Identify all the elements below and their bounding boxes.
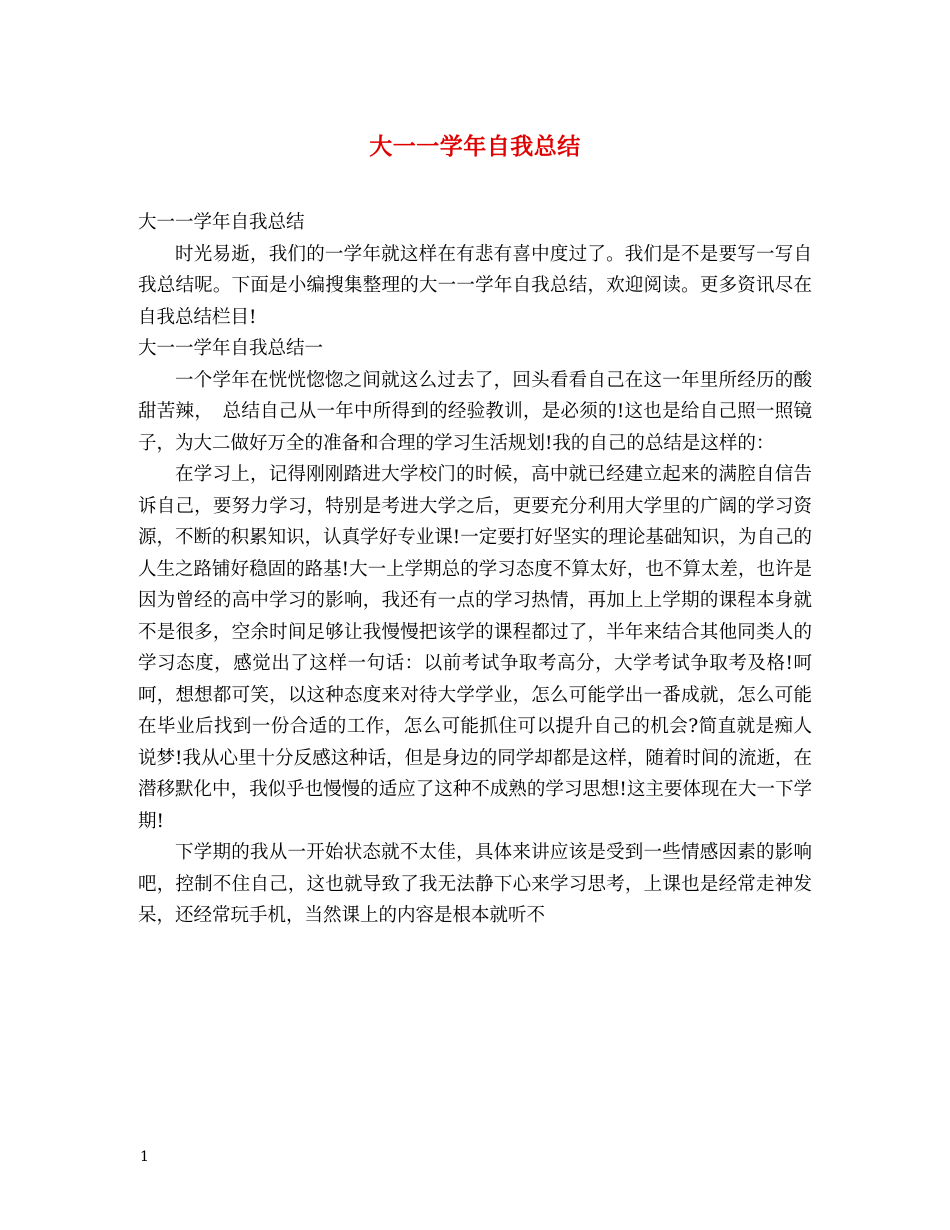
- section-heading: 大一一学年自我总结: [138, 212, 305, 233]
- body-paragraph: 在学习上，记得刚刚踏进大学校门的时候，高中就已经建立起来的满腔自信告诉自己，要努力学习，特别是考进大学之后，更要充分利用大学里的广阔的学习资源，不断的积累知识，认真学好专业课!一定要打好坚实的理论基础知识，为自己的人生之路铺好稳固的路基!大一上学期总的学习态度不算太好，也不算太差，也许是因为曾经的高中学习的影响，我还有一点的学习热情，再加上上学期的课程本身就不是很多，空余时间足够让我慢慢把该学的课程都过了，半年来结合其他同类人的学习态度，感觉出了这样一句话：以前考试争取考高分，大学考试争取考及格!呵呵，想想都可笑，以这种态度来对待大学学业，怎么可能学出一番成就，怎么可能在毕业后找到一份合适的工作，怎么可能抓住可以提升自己的机会?简直就是痴人说梦!我从心里十分反感这种话，但是身边的同学却都是这样，随着时间的流逝，在潜移默化中，我似乎也慢慢的适应了这种不成熟的学习思想!这主要体现在大一下学期!: [138, 464, 813, 832]
- body-paragraph: 下学期的我从一开始状态就不太佳，具体来讲应该是受到一些情感因素的影响吧，控制不住自己，这也就导致了我无法静下心来学习思考，上课也是经常走神发呆，还经常玩手机，当然课上的内容是根本就听不: [138, 842, 812, 926]
- document-title: 大一一学年自我总结: [369, 133, 581, 160]
- document-body: [138, 207, 812, 932]
- body-paragraph: 一个学年在恍恍惚惚之间就这么过去了，回头看看自己在这一年里所经历的酸甜苦辣， 总结自己从一年中所得到的经验教训，是必须的!这也是给自己照一照镜子，为大二做好万全的准备和合理的学习生活规划!我的自己的总结是这样的：: [138, 369, 812, 454]
- section-heading: 大一一学年自我总结一: [138, 338, 324, 359]
- body-paragraph: 时光易逝，我们的一学年就这样在有悲有喜中度过了。我们是不是要写一写自我总结呢。下面是小编搜集整理的大一一学年自我总结，欢迎阅读。更多资讯尽在自我总结栏目!: [138, 243, 812, 328]
- page-number: 1: [140, 1149, 149, 1165]
